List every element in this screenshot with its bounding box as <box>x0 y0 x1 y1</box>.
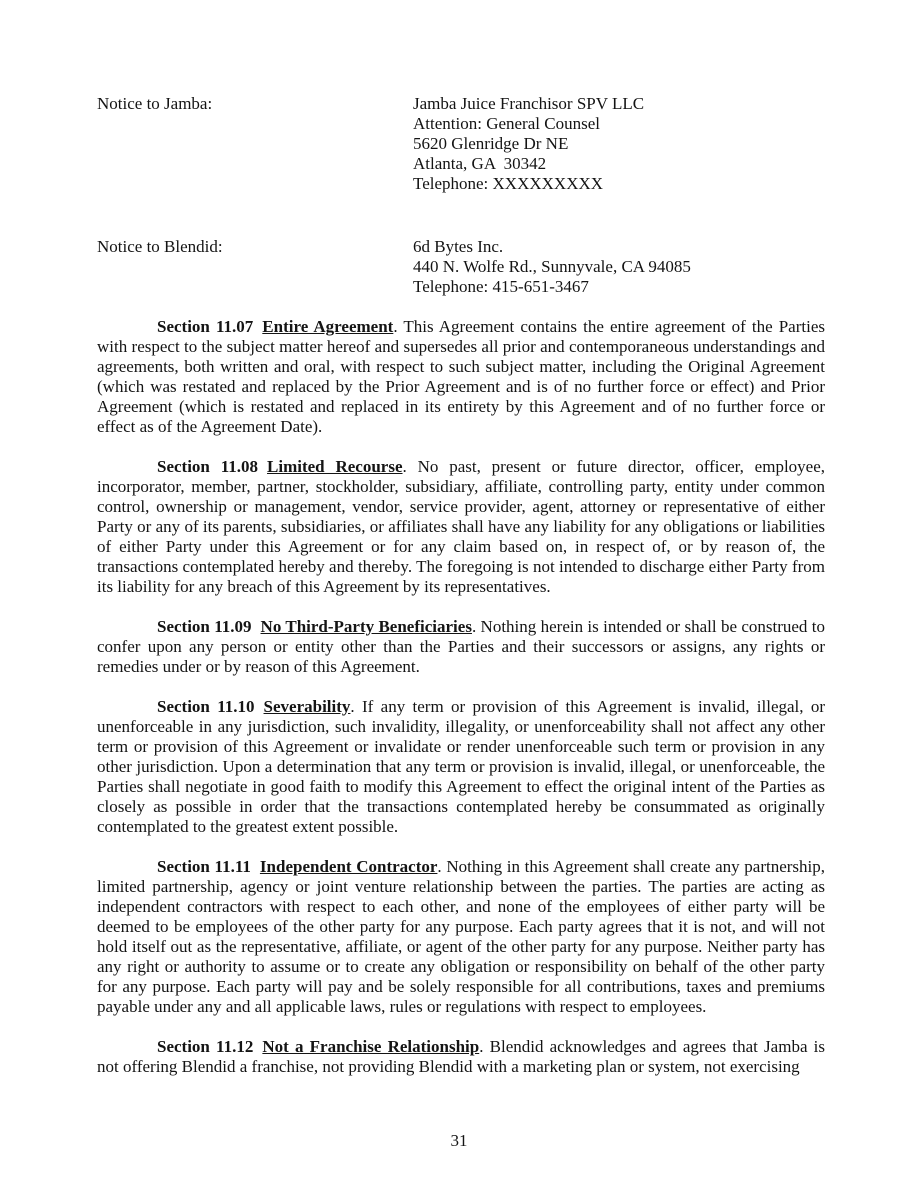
section-heading: Section 11.10 <box>157 697 255 716</box>
section-separator: . <box>350 697 362 716</box>
section-paragraph-11-07 <box>97 317 825 437</box>
section-heading: Section 11.12 <box>157 1037 254 1056</box>
section-paragraph-11-12 <box>97 1037 825 1077</box>
address-line: Attention: General Counsel <box>413 114 600 133</box>
address-line: Atlanta, GA 30342 <box>413 154 547 173</box>
section-paragraph-11-10 <box>97 697 825 837</box>
section-heading: Section 11.08 <box>157 457 259 476</box>
section-title: No Third-Party Beneficiaries <box>260 617 472 636</box>
section-heading: Section 11.11 <box>157 857 251 876</box>
section-title: Severability <box>263 697 351 716</box>
address-line: 440 N. Wolfe Rd., Sunnyvale, CA 94085 <box>413 257 691 276</box>
section-heading: Section 11.09 <box>157 617 252 636</box>
section-title: Entire Agreement <box>262 317 394 336</box>
notice-label: Notice to Jamba: <box>97 94 213 113</box>
page-number: 31 <box>450 1131 468 1150</box>
section-separator: . <box>393 317 404 336</box>
section-body: Nothing herein is intended or shall be construed to confer upon any person or entity other than the Parties and their successors or assigns, any rights or remedies under or by reason of this Agreement. <box>97 617 825 676</box>
notice-address <box>413 94 825 194</box>
section-paragraph-11-11 <box>97 857 825 1017</box>
address-line: 5620 Glenridge Dr NE <box>413 134 569 153</box>
notice-block-blendid <box>97 237 825 297</box>
address-line: Telephone: 415-651-3467 <box>413 277 589 296</box>
section-separator: . <box>471 617 481 636</box>
address-line: Jamba Juice Franchisor SPV LLC <box>413 94 645 113</box>
section-title: Limited Recourse <box>267 457 403 476</box>
section-body: If any term or provision of this Agreement is invalid, illegal, or unenforceable in any jurisdiction, such invalidity, illegality, or unenforceability shall not affect any other term or provision of this Agreement or invalidate or render unenforceable such term or provision in any other jurisdiction. Upon a determination that any term or provision is invalid, illegal, or unenforceable, the Parties shall negotiate in good faith to modify this Agreement to effect the original intent of the Parties as closely as possible in order that the transactions contemplated hereby be consummated as originally contemplated to the greatest extent possible. <box>97 697 825 836</box>
section-separator: . <box>437 857 447 876</box>
section-paragraph-11-09 <box>97 617 825 677</box>
section-body: No past, present or future director, officer, employee, incorporator, member, partner, stockholder, subsidiary, affiliate, controlling party, entity under common control, ownership or management, vendor, service provider, agent, attorney or representative of either Party or any of its parents, subsidiaries, or affiliates shall have any liability for any obligations or liabilities of either Party under this Agreement or for any claim based on, in respect of, or by reason of, the transactions contemplated hereby and thereby. The foregoing is not intended to discharge either Party from its liability for any breach of this Agreement by its representatives. <box>97 457 826 596</box>
notice-label: Notice to Blendid: <box>97 237 223 256</box>
section-title: Not a Franchise Relationship <box>262 1037 480 1056</box>
section-body: Blendid acknowledges and agrees that Jamba is not offering Blendid a franchise, not providing Blendid with a marketing plan or system, not exercising <box>97 1037 825 1076</box>
section-heading: Section 11.07 <box>157 317 254 336</box>
section-body: This Agreement contains the entire agreement of the Parties with respect to the subject matter hereof and supersedes all prior and contemporaneous understandings and agreements, both written and oral, with respect to such subject matter, including the Original Agreement (which was restated and replaced by the Prior Agreement and is of no further force or effect) and Prior Agreement (which is restated and replaced in its entirety by this Agreement and of no further force or effect as of the Agreement Date). <box>97 317 825 436</box>
section-title: Independent Contractor <box>259 857 438 876</box>
section-separator: . <box>402 457 418 476</box>
address-line: Telephone: XXXXXXXXX <box>413 174 604 193</box>
section-paragraph-11-08 <box>97 457 825 597</box>
section-separator: . <box>479 1037 490 1056</box>
address-line: 6d Bytes Inc. <box>413 237 504 256</box>
notice-block-jamba <box>97 94 825 194</box>
section-body: Nothing in this Agreement shall create any partnership, limited partnership, agency or joint venture relationship between the parties. The parties are acting as independent contractors with respect to each other, and none of the employees of either party will be deemed to be employees of the other party for any purpose. Each party agrees that it is not, and will not hold itself out as the representative, affiliate, or agent of the other party for any purpose. Neither party has any right or authority to assume or to create any obligation or responsibility on behalf of the other party for any purpose. Each party will pay and be solely responsible for all contributions, taxes and premiums payable under any and all applicable laws, rules or regulations with respect to employees. <box>97 857 825 1016</box>
notice-address <box>413 237 825 297</box>
